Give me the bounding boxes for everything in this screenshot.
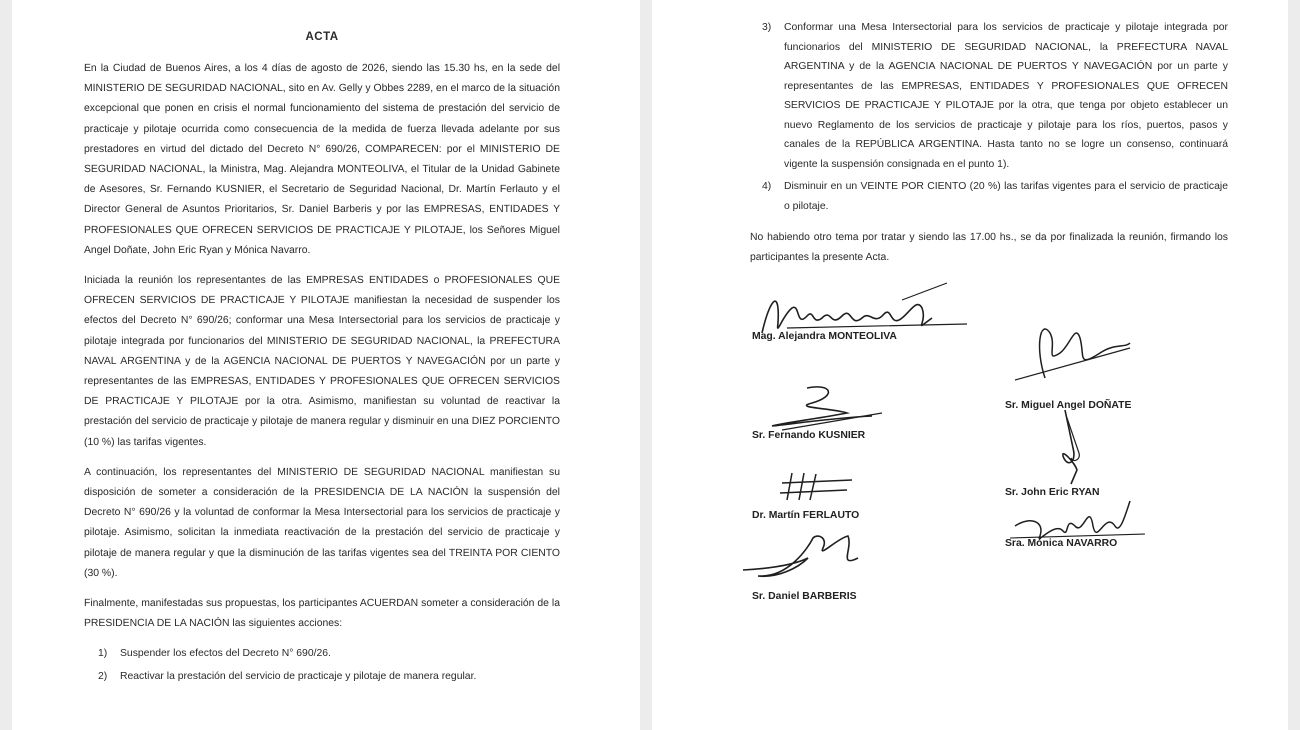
signature-monteoliva-scribble bbox=[752, 278, 982, 358]
document-page-left bbox=[12, 0, 640, 730]
action-item-text: Reactivar la prestación del servicio de practicaje y pilotaje de manera regular. bbox=[120, 670, 477, 682]
signature-name: Sr. John Eric RYAN bbox=[1005, 487, 1100, 499]
signature-navarro bbox=[1005, 496, 1205, 586]
paragraph-attendance: En la Ciudad de Buenos Aires, a los 4 días de agosto de 2026, siendo las 15.30 hs, en la sede del MINISTERIO DE SEGURIDAD NACIONAL, sito en Av. Gelly y Obbes 2289, en el marco de la situación excepcional que ponen en crisis el normal funcionamiento del sistema de prestación del servicio de practicaje y pilotaje ocurrida como consecuencia de la medida de fuerza llevada adelante por sus prestadores en virtud del dictado del Decreto N° 690/26, COMPARECEN: por el MINISTERIO DE SEGURIDAD NACIONAL, la Ministra, Mag. Alejandra MONTEOLIVA, el Titular de la Unidad Gabinete de Asesores, Sr. Fernando KUSNIER, el Secretario de Seguridad Nacional, Dr. Martín Ferlauto y el Director General de Asuntos Prioritarios, Sr. Daniel Barberis y por las EMPRESAS, ENTIDADES Y PROFESIONALES QUE OFRECEN SERVICIOS DE PRACTICAJE Y PILOTAJE, los Señores Miguel Angel Doñate, John Eric Ryan y Mónica Navarro. bbox=[84, 63, 560, 256]
action-item-2 bbox=[84, 667, 560, 687]
signature-donate bbox=[1005, 308, 1205, 412]
action-item-4 bbox=[750, 177, 1228, 216]
document-page-right bbox=[652, 0, 1288, 730]
action-item-number: 2) bbox=[98, 670, 108, 682]
action-item-text: Suspender los efectos del Decreto N° 690/26. bbox=[120, 648, 331, 660]
paragraph-requests: Iniciada la reunión los representantes de las EMPRESAS ENTIDADES o PROFESIONALES QUE OFRECEN SERVICIOS DE PRACTICAJE Y PILOTAJE manifiestan la necesidad de suspender los efectos del Decreto N° 690/26; conformar una Mesa Intersectorial para los servicios de practicaje y pilotaje integrada por funcionarios del MINISTERIO DE SEGURIDAD NACIONAL, la PREFECTURA NAVAL ARGENTINA y de la AGENCIA NACIONAL DE PUERTOS Y NAVEGACIÓN por un parte y representantes de las EMPRESAS, ENTIDADES Y PROFESIONALES QUE OFRECEN SERVICIOS DE PRACTICAJE Y PILOTAJE por la otra. Asimismo, manifiestan su voluntad de reactivar la prestación del servicio de practicaje y pilotaje de manera regular y disminuir en una DIEZ PORCIENTO (10 %) las tarifas vigentes. bbox=[84, 275, 560, 448]
signature-name: Sr. Fernando KUSNIER bbox=[752, 430, 866, 442]
action-item-text: Conformar una Mesa Intersectorial para los servicios de practicaje y pilotaje integrada por funcionarios del MINISTERIO DE SEGURIDAD NACIONAL, la PREFECTURA NAVAL ARGENTINA y de la AGENCIA NACIONAL DE PUERTOS Y NAVEGACIÓN por un parte y representantes de las EMPRESAS, ENTIDADES Y PROFESIONALES QUE OFRECEN SERVICIOS DE PRACTICAJE Y PILOTAJE por la otra, que tenga por objeto establecer un nuevo Reglamento de los servicios de practicaje y pilotaje para los ríos, puertos, pasos y canales de la REPÚBLICA ARGENTINA. Hasta tanto no se logre un consenso, continuará vigente la suspensión consignada en el punto 1). bbox=[784, 22, 1228, 170]
action-item-number: 1) bbox=[98, 648, 108, 660]
signature-name: Dr. Martín FERLAUTO bbox=[752, 510, 860, 522]
action-item-1 bbox=[84, 644, 560, 664]
document-title: ACTA bbox=[305, 31, 339, 43]
signature-ryan bbox=[1005, 408, 1205, 498]
signature-barberis bbox=[738, 528, 938, 618]
paragraph-agreement: Finalmente, manifestadas sus propuestas, los participantes ACUERDAN someter a consideración de la PRESIDENCIA DE LA NACIÓN las siguientes acciones: bbox=[84, 598, 560, 630]
paragraph-ministry-response: A continuación, los representantes del MINISTERIO DE SEGURIDAD NACIONAL manifiestan su disposición de someter a consideración de la PRESIDENCIA DE LA NACIÓN la suspensión del Decreto N° 690/26 y la voluntad de conformar la Mesa Intersectorial para los servicios de practicaje y pilotaje. Asimismo, solicitan la inmediata reactivación de la prestación del servicio de practicaje y pilotaje de manera regular y que la disminución de las tarifas vigentes sea del TREINTA POR CIENTO (30 %). bbox=[84, 466, 560, 579]
signature-name: Sr. Miguel Angel DOÑATE bbox=[1005, 400, 1132, 412]
action-item-number: 3) bbox=[762, 22, 772, 33]
action-item-number: 4) bbox=[762, 181, 772, 192]
signature-area bbox=[750, 278, 1228, 638]
signature-name: Sra. Mónica NAVARRO bbox=[1005, 538, 1118, 550]
paragraph-closing: No habiendo otro tema por tratar y siendo las 17.00 hs., se da por finalizada la reunión, firmando los participantes la presente Acta. bbox=[750, 232, 1228, 264]
signature-navarro-scribble bbox=[1005, 496, 1155, 566]
action-item-text: Disminuir en un VEINTE POR CIENTO (20 %) las tarifas vigentes para el servicio de practicaje o pilotaje. bbox=[784, 181, 1228, 212]
signature-kusnier-scribble bbox=[752, 378, 902, 438]
signature-barberis-scribble bbox=[738, 528, 878, 598]
action-item-3 bbox=[750, 18, 1228, 174]
signature-name: Mag. Alejandra MONTEOLIVA bbox=[752, 331, 897, 343]
signature-monteoliva bbox=[752, 278, 952, 368]
signature-name: Sr. Daniel BARBERIS bbox=[752, 591, 857, 603]
signature-kusnier bbox=[752, 378, 952, 468]
signature-donate-scribble bbox=[1005, 308, 1145, 388]
signature-ryan-scribble bbox=[1005, 408, 1125, 488]
